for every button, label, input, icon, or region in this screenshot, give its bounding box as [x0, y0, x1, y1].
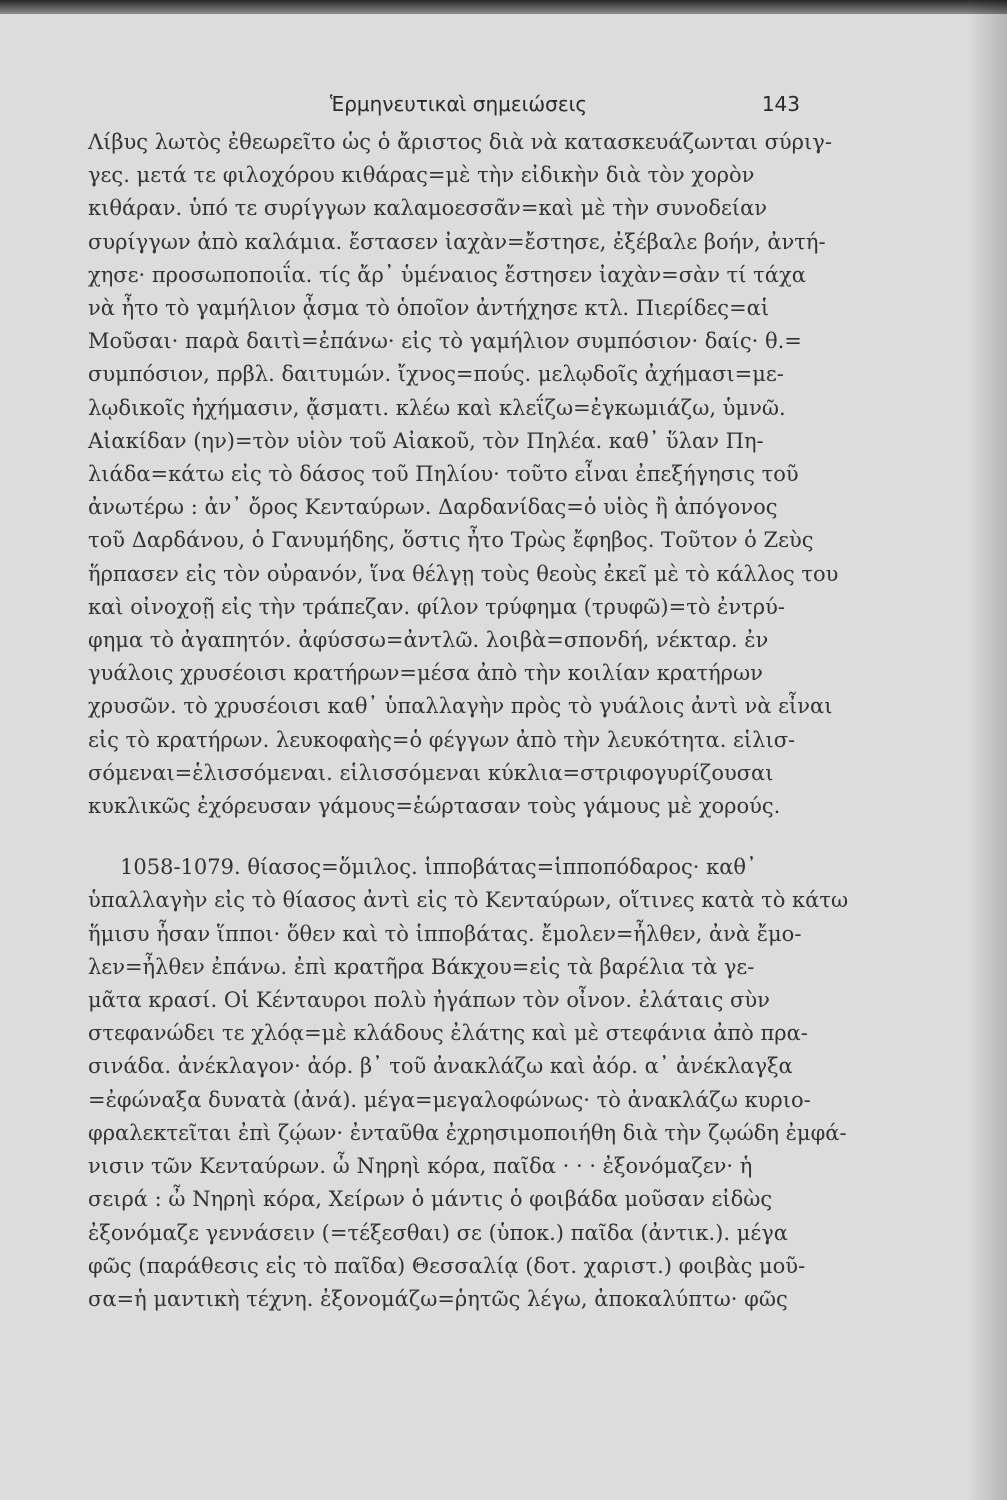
page-number: 143 [761, 92, 800, 116]
text-line: νισιν τῶν Κενταύρων. ὦ Νηρηὶ κόρα, παῖδα · · · ἐξονόμαζεν· ἡ [88, 1154, 753, 1179]
running-header [90, 92, 820, 122]
text-line: κιθάραν. ὑπό τε συρίγγων καλαμοεσσᾶν=καὶ μὲ τὴν συνοδείαν [88, 196, 768, 221]
text-line: χρυσῶν. τὸ χρυσέοισι καθ᾽ ὑπαλλαγὴν πρὸς τὸ γυάλοις ἀντὶ νὰ εἶναι [88, 694, 833, 719]
text-line: σειρά : ὦ Νηρηὶ κόρα, Χείρων ὁ μάντις ὁ φοιβάδα μοῦσαν εἰδὼς [88, 1187, 773, 1212]
scan-right-shadow [967, 0, 1007, 1500]
text-line: Μοῦσαι· παρὰ δαιτὶ=ἐπάνω· εἰς τὸ γαμήλιον συμπόσιον· δαίς· θ.= [88, 329, 802, 354]
text-line: λῳδικοῖς ἠχήμασιν, ᾄσματι. κλέω καὶ κλεΐζω=ἐγκωμιάζω, ὑμνῶ. [88, 395, 786, 420]
text-line: 1058-1079. θίασος=ὅμιλος. ἱπποβάτας=ἱπποπόδαρος· καθ᾽ [120, 855, 757, 880]
text-line: φημα τὸ ἀγαπητόν. ἀφύσσω=ἀντλῶ. λοιβὰ=σπονδή, νέκταρ. ἐν [88, 628, 769, 653]
text-line: τοῦ Δαρδάνου, ὁ Γανυμήδης, ὅστις ἦτο Τρὼς ἔφηβος. Τοῦτον ὁ Ζεὺς [88, 528, 814, 553]
text-line: στεφανώδει τε χλόᾳ=μὲ κλάδους ἐλάτης καὶ μὲ στεφάνια ἀπὸ πρα- [88, 1021, 808, 1046]
text-line: φῶς (παράθεσις εἰς τὸ παῖδα) Θεσσαλίᾳ (δοτ. χαριστ.) φοιβὰς μοῦ- [88, 1253, 806, 1278]
text-line: κυκλικῶς ἐχόρευσαν γάμους=ἑώρτασαν τοὺς γάμους μὲ χορούς. [88, 794, 781, 819]
paragraph-2 [88, 851, 849, 1316]
body-text [88, 126, 849, 1316]
text-line: Λίβυς λωτὸς ἐθεωρεῖτο ὡς ὁ ἄριστος διὰ νὰ κατασκευάζωνται σύριγ- [88, 130, 832, 154]
text-line: γυάλοις χρυσέοισι κρατήρων=μέσα ἀπὸ τὴν κοιλίαν κρατήρων [88, 661, 763, 686]
text-line: συρίγγων ἀπὸ καλάμια. ἔστασεν ἰαχὰν=ἔστησε, ἐξέβαλε βοήν, ἀντή- [88, 229, 826, 254]
text-line: καὶ οἰνοχοῇ εἰς τὴν τράπεζαν. φίλον τρύφημα (τρυφῶ)=τὸ ἐντρύ- [88, 594, 786, 619]
paragraph-1 [88, 126, 839, 823]
text-line: μᾶτα κρασί. Οἱ Κένταυροι πολὺ ἠγάπων τὸν οἶνον. ἐλάταις σὺν [88, 988, 770, 1013]
text-line: ἐξονόμαζε γεννάσειν (=τέξεσθαι) σε (ὑποκ.) παῖδα (ἀντικ.). μέγα [88, 1220, 788, 1245]
text-line: σόμεναι=ἑλισσόμεναι. εἱλισσόμεναι κύκλια=στριφογυρίζουσαι [88, 760, 774, 785]
scan-top-border [0, 0, 1007, 14]
header-title: Ἑρμηνευτικαὶ σημειώσεις [330, 92, 588, 116]
text-line: νὰ ἦτο τὸ γαμήλιον ᾆσμα τὸ ὁποῖον ἀντήχησε κτλ. Πιερίδες=αἱ [88, 296, 770, 321]
text-line: ἀνωτέρω : ἀν᾽ ὄρος Κενταύρων. Δαρδανίδας=ὁ υἱὸς ἢ ἀπόγονος [88, 495, 778, 520]
text-line: φραλεκτεῖται ἐπὶ ζῴων· ἐνταῦθα ἐχρησιμοποιήθη διὰ τὴν ζῳώδη ἐμφά- [88, 1120, 847, 1145]
text-line: σα=ἡ μαντικὴ τέχνη. ἐξονομάζω=ῥητῶς λέγω, ἀποκαλύπτω· φῶς [88, 1286, 788, 1311]
text-line: =ἐφώναξα δυνατὰ (ἀνά). μέγα=μεγαλοφώνως· τὸ ἀνακλάζω κυριο- [88, 1087, 811, 1112]
text-line: χησε· προσωποποιΐα. τίς ἄρ᾽ ὑμέναιος ἔστησεν ἰαχὰν=σὰν τί τάχα [88, 262, 806, 287]
text-line: λιάδα=κάτω εἰς τὸ δάσος τοῦ Πηλίου· τοῦτο εἶναι ἐπεξήγησις τοῦ [88, 462, 799, 487]
text-line: γες. μετά τε φιλοχόρου κιθάρας=μὲ τὴν εἰδικὴν διὰ τὸν χορὸν [88, 163, 755, 188]
text-line: εἰς τὸ κρατήρων. λευκοφαὴς=ὁ φέγγων ἀπὸ τὴν λευκότητα. εἱλισ- [88, 727, 796, 752]
text-line: συμπόσιον, πρβλ. δαιτυμών. ἴχνος=πούς. μελῳδοῖς ἀχήμασι=με- [88, 362, 784, 387]
text-line: ὑπαλλαγὴν εἰς τὸ θίασος ἀντὶ εἰς τὸ Κενταύρων, οἵτινες κατὰ τὸ κάτω [88, 888, 849, 913]
text-line: ἥρπασεν εἰς τὸν οὐρανόν, ἵνα θέλγῃ τοὺς θεοὺς ἐκεῖ μὲ τὸ κάλλος του [88, 561, 839, 586]
text-line: ἥμισυ ἦσαν ἵπποι· ὅθεν καὶ τὸ ἱπποβάτας. ἔμολεν=ἦλθεν, ἀνὰ ἔμο- [88, 921, 802, 946]
text-line: λεν=ἦλθεν ἐπάνω. ἐπὶ κρατῆρα Βάκχου=εἰς τὰ βαρέλια τὰ γε- [88, 954, 755, 979]
text-line: σινάδα. ἀνέκλαγον· ἀόρ. β᾽ τοῦ ἀνακλάζω καὶ ἀόρ. α᾽ ἀνέκλαγξα [88, 1054, 793, 1079]
text-line: Αἰακίδαν (ην)=τὸν υἱὸν τοῦ Αἰακοῦ, τὸν Πηλέα. καθ᾽ ὕλαν Πη- [88, 428, 764, 453]
